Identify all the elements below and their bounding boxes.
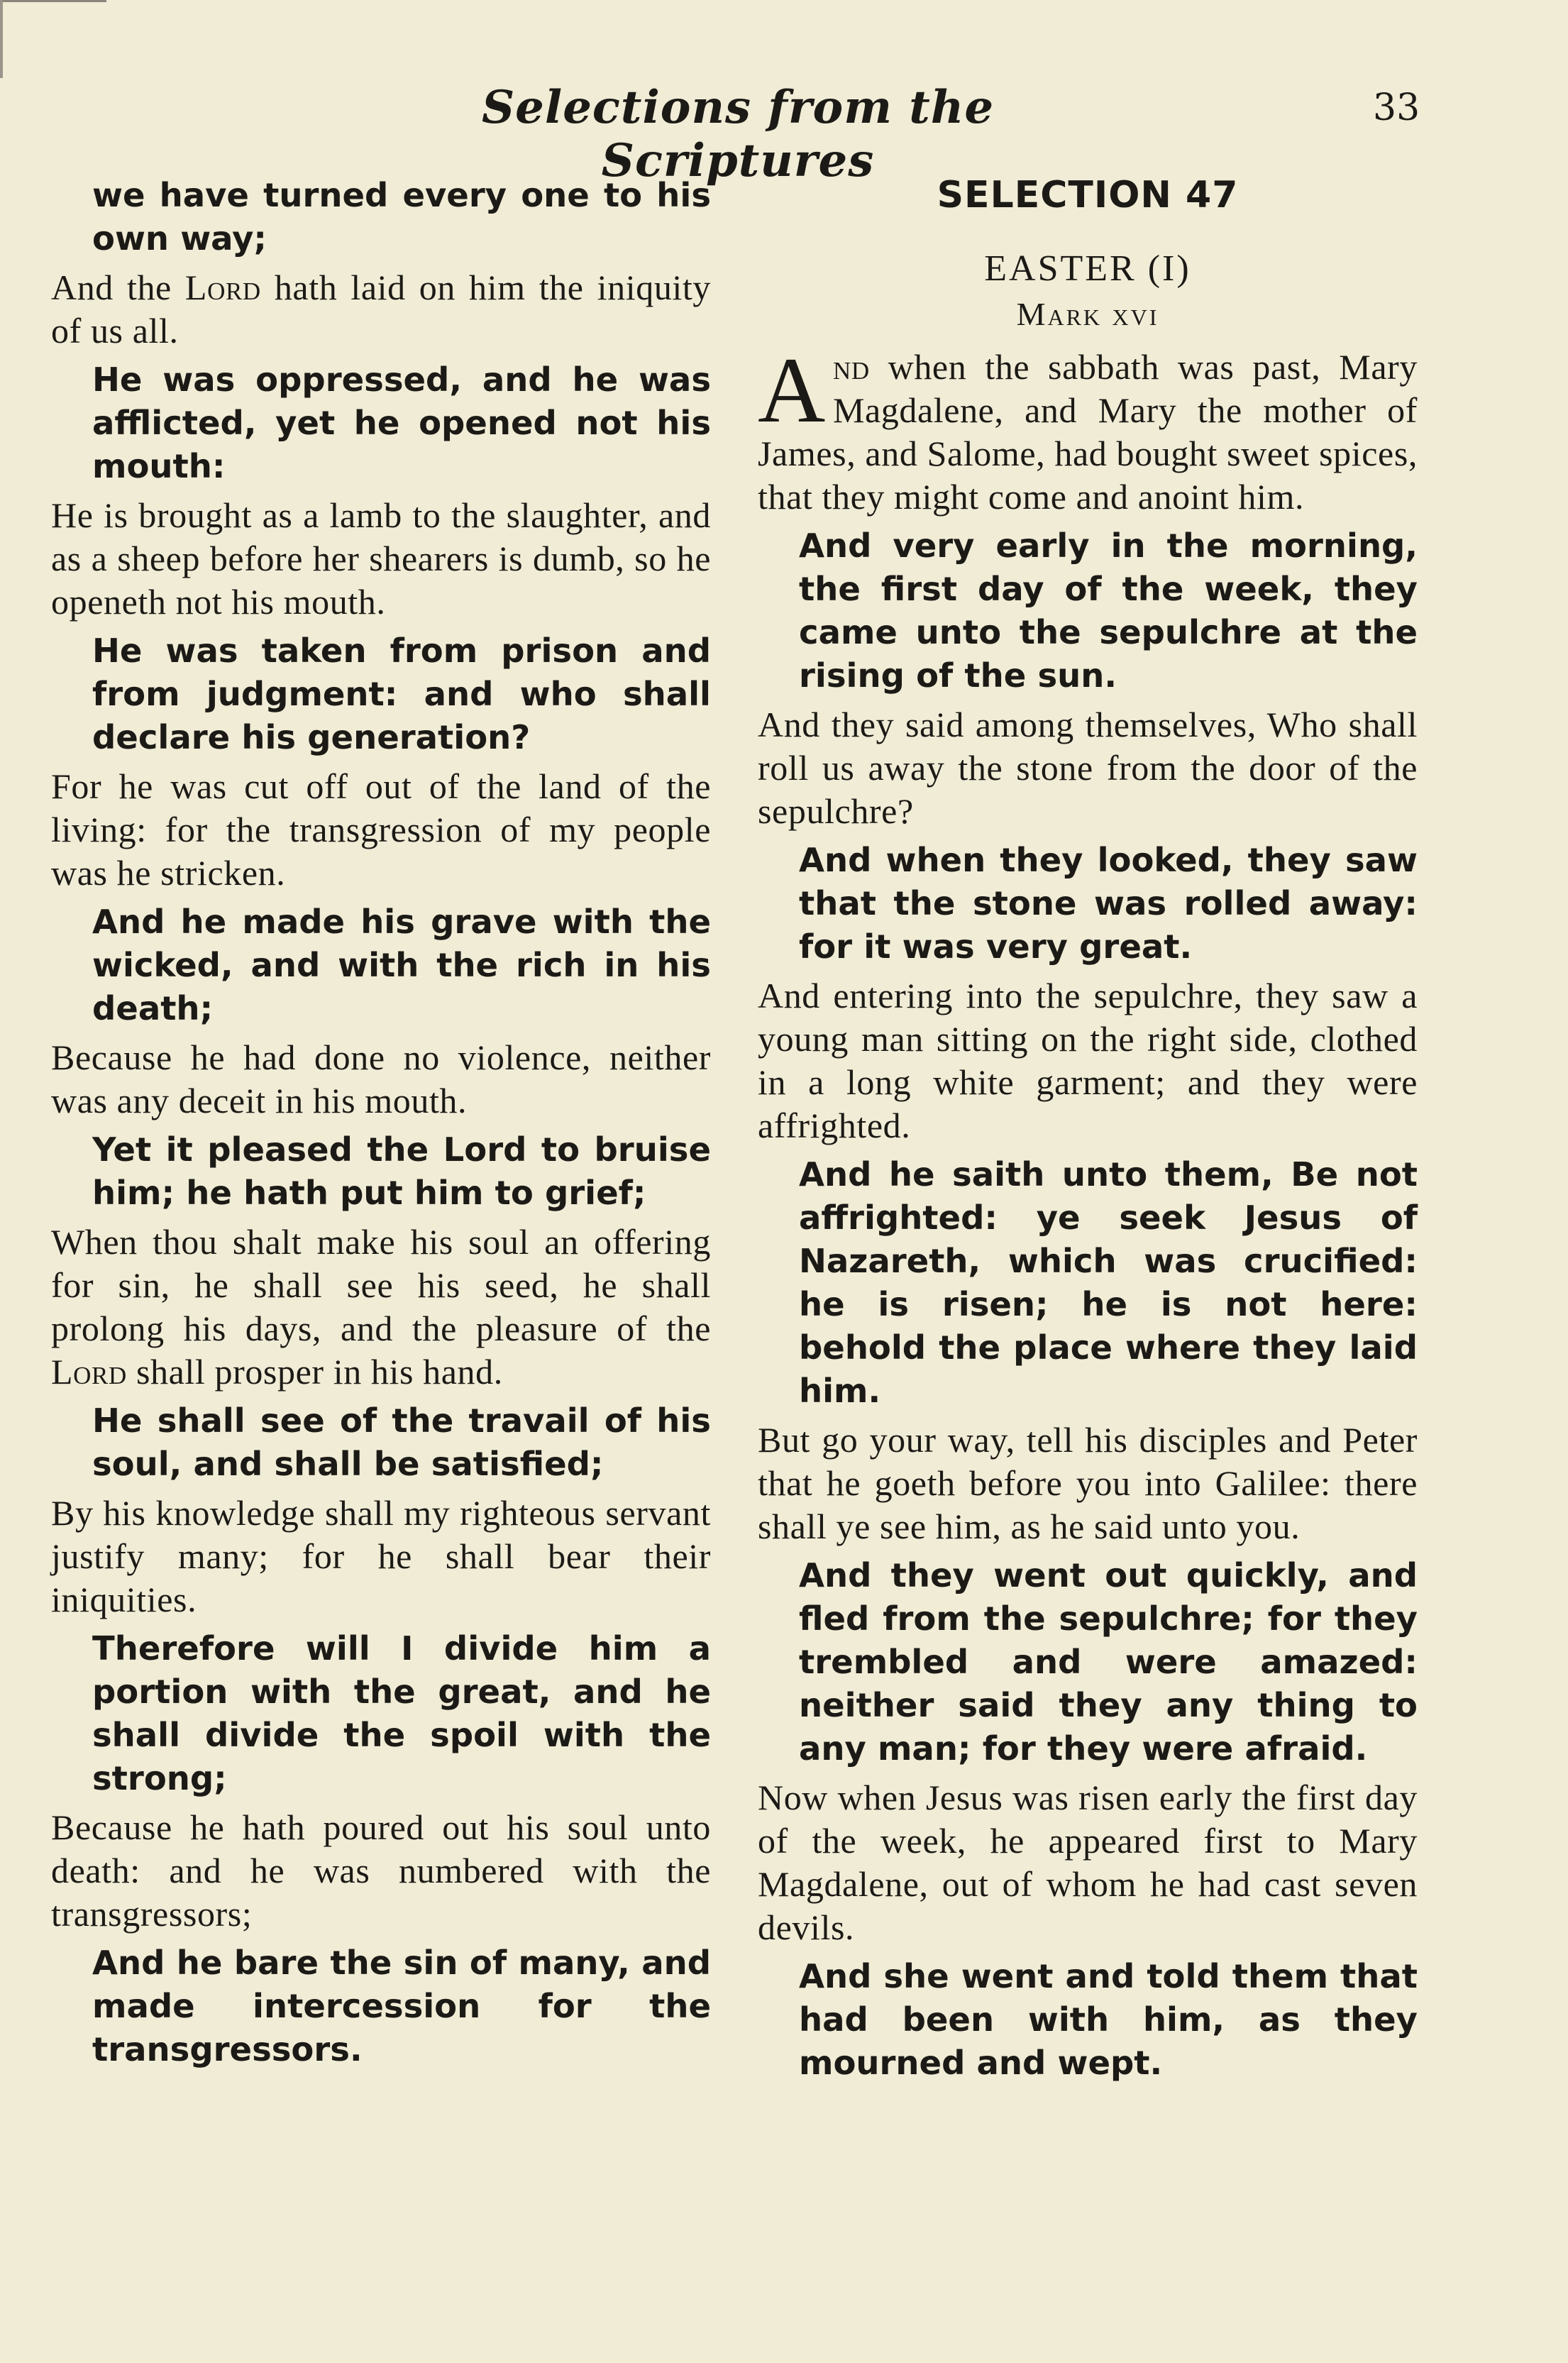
verse-flush <box>758 974 1418 1147</box>
verse-flush <box>51 1492 711 1621</box>
drop-cap-tail: nd <box>832 347 870 387</box>
verse-segment: And the <box>51 268 185 307</box>
verse-segment: And entering into the sepulchre, they saw a young man sitting on the right side, clothed in a long white garment; and they were affrighted. <box>758 976 1418 1145</box>
verse-indented: And she went and told them that had been with him, as they mourned and wept. <box>799 1957 1418 2082</box>
verse-flush <box>51 765 711 895</box>
right-column <box>758 174 1418 2091</box>
verse-indented: And he made his grave with the wicked, and with the rich in his death; <box>92 903 711 1028</box>
first-verse <box>758 338 1418 519</box>
divine-name: Lord <box>184 268 261 307</box>
verse-segment: Because he had done no violence, neither was any deceit in his mouth. <box>51 1037 711 1120</box>
verse-segment: For he was cut off out of the land of the living: for the transgression of my people was he stricken. <box>51 766 711 893</box>
verse-indented: Therefore will I divide him a portion with the great, and he shall divide the spoil with the strong; <box>92 1629 711 1797</box>
page-edge-rule <box>0 0 106 2</box>
page-number: 33 <box>1373 87 1420 129</box>
verse-segment: hath laid on him the iniquity of us all. <box>51 268 712 351</box>
verse-segment: He is brought as a lamb to the slaughter, and as a sheep before her shearers is dumb, so he openeth not his mouth. <box>51 495 711 622</box>
verse-flush <box>51 1806 711 1936</box>
verse-segment: But go your way, tell his disciples and Peter that he goeth before you into Galilee: there shall ye see him, as he said unto you. <box>758 1420 1418 1546</box>
scripture-reference: Mark xvi <box>1016 296 1159 332</box>
verse-indented: Yet it pleased the Lord to bruise him; he hath put him to grief; <box>92 1130 711 1212</box>
verse-flush <box>51 1036 711 1123</box>
verse-segment: And they said among themselves, Who shall roll us away the stone from the door of the sepulchre? <box>758 705 1418 831</box>
verse-indented: And very early in the morning, the first day of the week, they came unto the sepulchre at the rising of the sun. <box>799 527 1418 695</box>
verse-segment: By his knowledge shall my righteous servant justify many; for he shall bear their iniquities. <box>51 1493 711 1619</box>
left-column <box>51 174 711 2077</box>
verse-indented: And he bare the sin of many, and made intercession for the transgressors. <box>92 1944 711 2069</box>
verse-indented: He was taken from prison and from judgment: and who shall declare his generation? <box>92 632 711 756</box>
selection-heading: SELECTION 47 <box>937 174 1239 216</box>
verse-segment: Now when Jesus was risen early the first day of the week, he appeared first to Mary Magdalene, out of whom he had cast seven devils. <box>758 1778 1418 1947</box>
page-header <box>0 71 1568 187</box>
first-verse-text: when the sabbath was past, Mary Magdalene, and Mary the mother of James, and Salome, had bought sweet spices, that they might come and anoint him. <box>758 347 1418 517</box>
verse-flush <box>51 1221 711 1394</box>
verse-segment: shall prosper in his hand. <box>126 1352 503 1392</box>
verse-indented: we have turned every one to his own way; <box>92 176 711 258</box>
selection-title: EASTER (I) <box>984 248 1191 289</box>
verse-indented: He shall see of the travail of his soul, and shall be satisfied; <box>92 1401 711 1483</box>
verse-indented: He was oppressed, and he was afflicted, yet he opened not his mouth: <box>92 360 711 485</box>
verse-flush <box>51 494 711 624</box>
right-verses <box>758 524 1418 2085</box>
verse-segment: Because he hath poured out his soul unto death: and he was numbered with the transgressors; <box>51 1807 711 1934</box>
verse-segment: When thou shalt make his soul an offering for sin, he shall see his seed, he shall prolong his days, and the pleasure of the <box>51 1222 711 1348</box>
verse-flush <box>51 266 711 353</box>
verse-indented: And they went out quickly, and fled from the sepulchre; for they trembled and were amazed: neither said they any thing to any man; for they were afraid. <box>799 1556 1418 1768</box>
drop-cap: A <box>758 338 826 442</box>
divine-name: Lord <box>51 1352 127 1392</box>
verse-flush <box>758 703 1418 833</box>
page-edge-left <box>0 0 3 78</box>
running-title: Selections from the Scriptures <box>481 81 995 187</box>
verse-flush <box>758 1776 1418 1949</box>
verse-indented: And he saith unto them, Be not affrighted: ye seek Jesus of Nazareth, which was crucified: he is risen; he is not here: behold the place where they laid him. <box>799 1155 1418 1410</box>
verse-flush <box>758 1419 1418 1548</box>
verse-indented: And when they looked, they saw that the stone was rolled away: for it was very great. <box>799 841 1418 966</box>
